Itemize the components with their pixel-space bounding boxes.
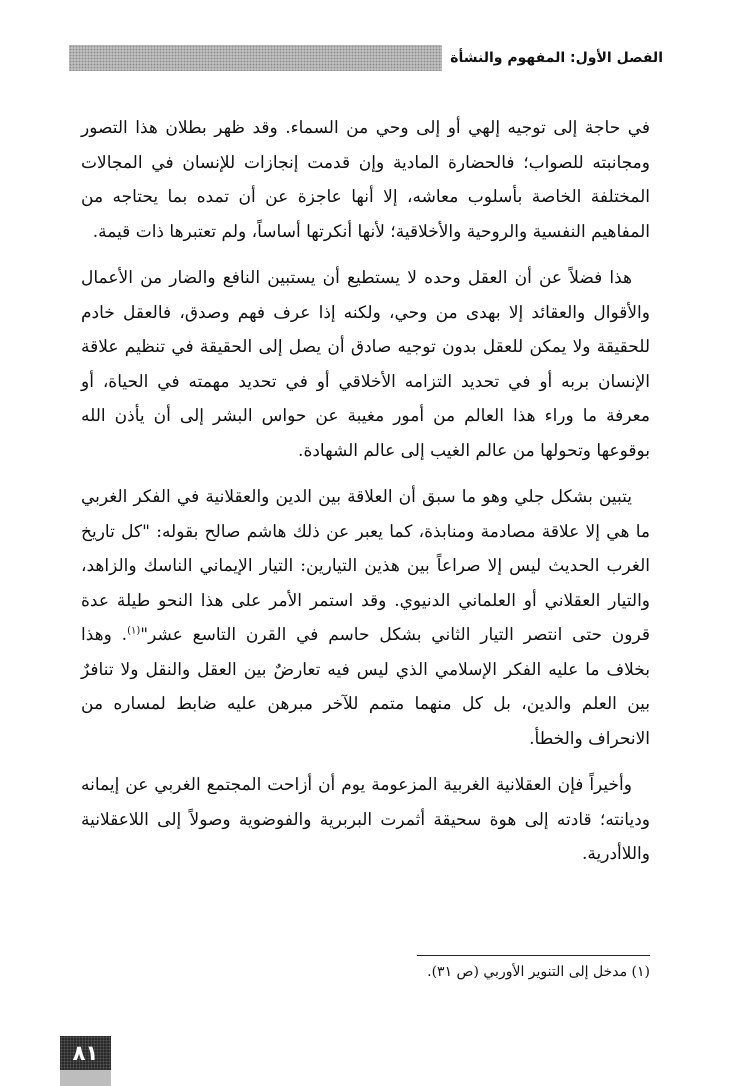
footnote-reference-mark: (١) (127, 625, 141, 637)
header-shaded-bar (69, 45, 442, 71)
page-number: ٨١ (72, 1041, 99, 1065)
footnote: (١) مدخل إلى التنوير الأوربي (ص ٣١). (427, 964, 650, 980)
paragraph-1: في حاجة إلى توجيه إلهي أو إلى وحي من السماء. وقد ظهر بطلان هذا التصور ومجانبته للصواب؛ فالحضارة المادية وإن قدمت إنجازات للإنسان في المجالات المختلفة الخاصة بأسلوب معاشه، إلا أنها عاجزة عن أن تمده بما يحتاجه من المفاهيم النفسية والروحية والأخلاقية؛ لأنها أنكرتها أساساً، ولم تعتبرها ذات قيمة. (81, 118, 650, 242)
page-number-block (60, 1036, 111, 1086)
paragraph-2: هذا فضلاً عن أن العقل وحده لا يستطيع أن يستبين النافع والضار من الأعمال والأقوال والعقائد إلا بهدى من وحي، ولكنه إذا عرف فهم وصدق، فالعقل خادم للحقيقة ولا يمكن للعقل بدون توجيه صادق أن يصل إلى الحقيقة في تنظيم علاقة الإنسان بربه أو في تحديد التزامه الأخلاقي أو في تحديد مهمته في الحياة، أو معرفة ما وراء هذا العالم من أمور مغيبة عن حواس البشر إلى أن يأذن الله بوقوعها وتحولها من عالم الغيب إلى عالم الشهادة. (81, 268, 650, 461)
body-text (81, 111, 650, 884)
paragraph-3-text-before-footnote: يتبين بشكل جلي وهو ما سبق أن العلاقة بين الدين والعقلانية في الفكر الغربي ما هي إلا علاقة مصادمة ومنابذة، كما يعبر عن ذلك هاشم صالح بقوله: "كل تاريخ الغرب الحديث ليس إلا صراعاً بين هذين التيارين: التيار الإيماني الناسك والزاهد، والتيار العقلاني أو العلماني الدنيوي. وقد استمر الأمر على هذا النحو طيلة عدة قرون حتى انتصر التيار الثاني بشكل حاسم في القرن التاسع عشر" (81, 487, 650, 645)
paragraph-3-text-after-footnote: . وهذا بخلاف ما عليه الفكر الإسلامي الذي ليس فيه تعارضٌ بين العقل والنقل ولا تنافرٌ بين العلم والدين، بل كل منهما متمم للآخر مبرهن عليه ضابط لمساره من الانحراف والخطأ. (81, 625, 650, 749)
running-title: الفصل الأول: المفهوم والنشأة (450, 50, 663, 66)
footnote-separator (417, 955, 650, 956)
paragraph-3 (81, 480, 650, 756)
paragraph-4: وأخيراً فإن العقلانية الغربية المزعومة يوم أن أزاحت المجتمع الغربي عن إيمانه وديانته؛ قادته إلى هوة سحيقة أثمرت البربرية والفوضوية وصولاً إلى اللاعقلانية واللاأدرية. (81, 775, 650, 864)
running-header (69, 44, 663, 72)
